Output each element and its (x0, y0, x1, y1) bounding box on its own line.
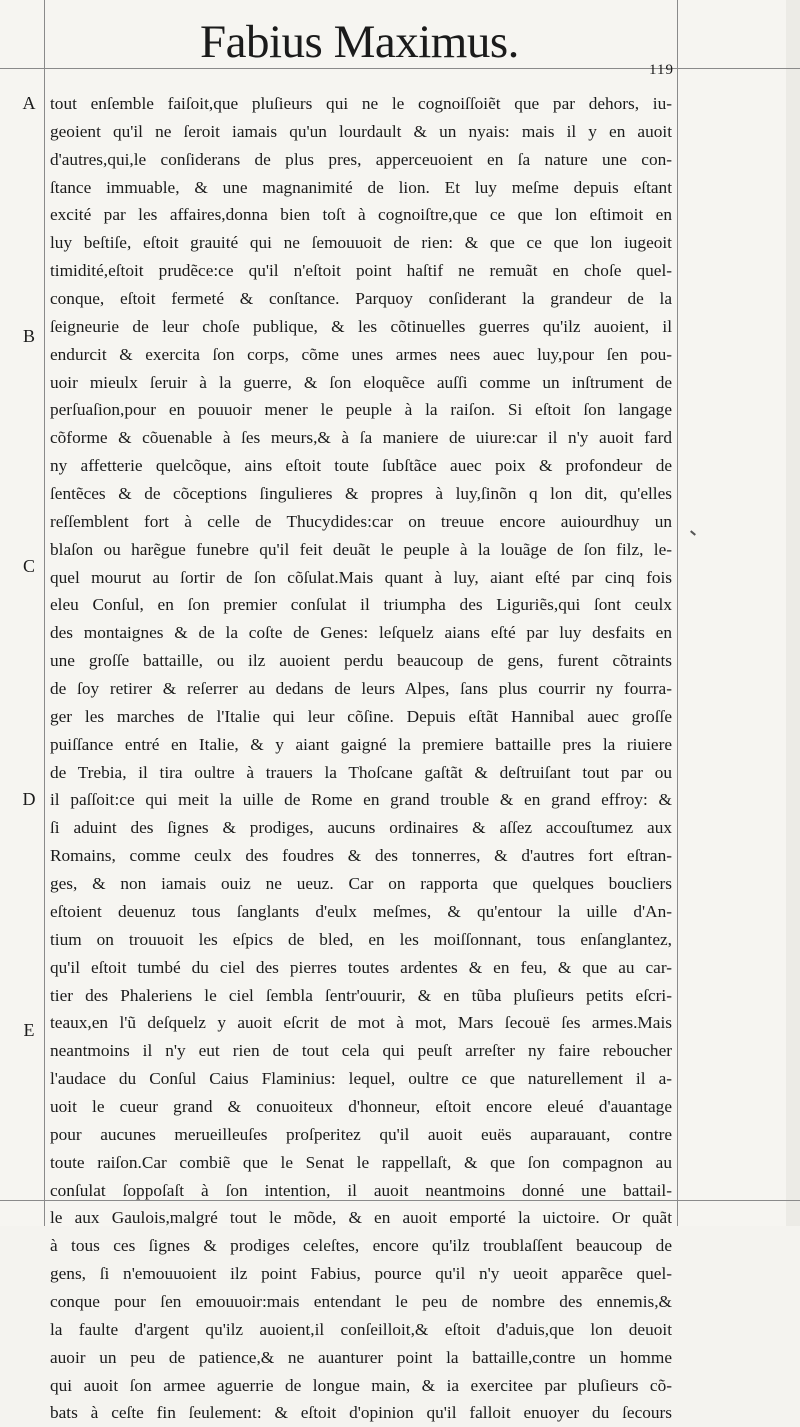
text-line: ny affetterie quelcõque, ains eſtoit toute ſubſtãce auec poix & profondeur de (50, 456, 672, 476)
margin-letter-b: B (22, 326, 35, 346)
text-line: eleu Conſul, en ſon premier conſulat il triumpha des Liguriẽs,qui ſont ceulx (50, 595, 672, 615)
text-line: une groſſe battaille, ou ilz auoient perdu beaucoup de gens, furent cõtraints (50, 651, 672, 671)
text-line: timidité,eſtoit prudẽce:ce qu'il n'eſtoit point haſtif ne remuãt en choſe quel- (50, 261, 672, 281)
text-line: gens, ſi n'emouuoient ilz point Fabius, pource qu'il n'y ueoit apparẽce quel- (50, 1264, 672, 1284)
margin-mark (690, 530, 696, 535)
text-line: la faulte d'argent qu'ilz auoient,il conſeilloit,& eſtoit d'aduis,que lon deuoit (50, 1319, 672, 1339)
text-line: puiſſance entré en Italie, & y aiant gaigné la premiere battaille pres la riuiere (50, 734, 672, 754)
text-line: des montaignes & de la coſte de Genes: leſquelz aians eſté par luy desfaits en (50, 623, 672, 643)
page-edge (786, 0, 800, 1226)
right-margin-rule (677, 0, 678, 1226)
running-head: Fabius Maximus. (200, 16, 519, 68)
text-line: quel mourut au ſortir de ſon cõſulat.Mais quant à luy, aiant eſté par cinq fois (50, 567, 672, 587)
text-line: ſentẽces & de cõceptions ſingulieres & propres à luy,ſinõn q lon dit, qu'elles (50, 484, 672, 504)
text-line: uoir mieulx ſeruir à la guerre, & ſon eloquẽce auſſi comme un inſtrument de (50, 372, 672, 392)
text-line: perſuaſion,pour en pouuoir mener le peuple à la raiſon. Si eſtoit ſon langage (50, 400, 672, 420)
text-line: de ſoy retirer & reſerrer au dedans de leurs Alpes, ſans plus courrir ny fourra- (50, 679, 672, 699)
margin-letter-e: E (23, 1020, 35, 1040)
text-line: pour aucunes merueilleuſes proſperitez qu'il auoit euës auparauant, contre (50, 1124, 672, 1144)
text-line: il paſſoit:ce qui meit la uille de Rome en grand trouble & en grand effroy: & (50, 790, 672, 810)
text-line: qui auoit ſon armee aguerrie de longue main, & ia exercitee par pluſieurs cõ- (50, 1375, 672, 1395)
text-line: auoir un peu de patience,& ne auanturer point la battaille,contre un homme (50, 1347, 672, 1367)
margin-letter-c: C (22, 556, 35, 576)
text-line: le aux Gaulois,malgré tout le mõde, & en auoit emporté la uictoire. Or quãt (50, 1208, 672, 1228)
text-line: ges, & non iamais ouiz ne ueuz. Car on rapporta que quelques boucliers (50, 874, 672, 894)
text-line: à tous ces ſignes & prodiges celeſtes, encore qu'ilz troublaſſent beaucoup de (50, 1236, 672, 1256)
text-line: neantmoins il n'y eut rien de tout cela qui peuſt arreſter ny faire reboucher (50, 1041, 672, 1061)
text-line: ſi aduint des ſignes & prodiges, aucuns ordinaires & aſſez accouſtumez aux (50, 818, 672, 838)
text-line: d'autres,qui,le conſiderans de plus pres, apperceuoient en ſa nature une con- (50, 149, 672, 169)
text-line: qu'il eſtoit tumbé du ciel des pierres toutes ardentes & en feu, & que au car- (50, 957, 672, 977)
text-line: ger les marches de l'Italie qui leur cõſine. Depuis eſtãt Hannibal auec groſſe (50, 706, 672, 726)
text-line: tier des Phaleriens le ciel ſembla ſentr'ouurir, & en tũba pluſieurs petits eſcri- (50, 985, 672, 1005)
text-line: tium on trouuoit les eſpics de bled, en les moiſſonnant, tous enſanglantez, (50, 929, 672, 949)
margin-letter-a: A (22, 93, 36, 113)
text-line: toute raiſon.Car combiẽ que le Senat le rappellaſt, & que ſon compagnon au (50, 1152, 672, 1172)
text-line: geoient qu'il ne ſeroit iamais qu'un lourdault & un nyais: mais il y en auoit (50, 121, 672, 141)
text-line: blaſon ou harẽgue funebre qu'il feit deuãt le peuple à la louãge de ſon filz, le- (50, 539, 672, 559)
text-line: Romains, comme ceulx des foudres & des tonnerres, & d'autres fort eſtran- (50, 846, 672, 866)
text-line: ſtance immuable, & une magnanimité de lion. Et luy meſme depuis eſtant (50, 177, 672, 197)
text-line: uoit le cueur grand & conuoiteux d'honneur, eſtoit encore eleué d'auantage (50, 1096, 672, 1116)
text-line: eſtoient deuenuz tous ſanglants d'eulx meſmes, & qu'entour la uille d'An- (50, 901, 672, 921)
text-line: teaux,en l'ũ deſquelz y auoit eſcrit de mot à mot, Mars ſecouë ſes armes.Mais (50, 1013, 672, 1033)
text-line: conſulat ſoppoſaſt à ſon intention, il auoit neantmoins donné une battail- (50, 1180, 672, 1200)
text-line: bats à ceſte fin ſeulement: & eſtoit d'opinion qu'il falloit enuoyer du ſecours (50, 1403, 672, 1423)
margin-letter-d: D (22, 789, 36, 809)
body-text (50, 90, 672, 1427)
text-line: reſſemblent fort à celle de Thucydides:car on treuue encore auiourdhuy un (50, 511, 672, 531)
text-line: cõforme & cõuenable à ſes meurs,& à ſa maniere de uiure:car il n'y auoit fard (50, 428, 672, 448)
page-number: 119 (649, 62, 674, 78)
text-line: conque, eſtoit fermeté & conſtance. Parquoy conſiderant la grandeur de la (50, 289, 672, 309)
text-line: luy beſtiſe, eſtoit grauité qui ne ſemouuoit de rien: & que ce que lon iugeoit (50, 233, 672, 253)
text-line: ſeigneurie de leur choſe publique, & les cõtinuelles guerres qu'ilz auoient, il (50, 316, 672, 336)
text-line: de Trebia, il tira oultre à trauers la Thoſcane gaſtãt & deſtruiſant tout par ou (50, 762, 672, 782)
left-margin-rule (44, 0, 45, 1226)
text-line: excité par les affaires,donna bien toſt à cognoiſtre,que ce que lon eſtimoit en (50, 205, 672, 225)
text-line: conque pour ſen emouuoir:mais entendant le peu de nombre des ennemis,& (50, 1291, 672, 1311)
text-line: l'audace du Conſul Caius Flaminius: lequel, oultre ce que naturellement il a- (50, 1069, 672, 1089)
text-line: endurcit & exercita ſon corps, cõme unes armes nees auec luy,pour ſen pou- (50, 344, 672, 364)
text-line: tout enſemble faiſoit,que pluſieurs qui ne le cognoiſſoiẽt que par dehors, iu- (50, 94, 672, 113)
